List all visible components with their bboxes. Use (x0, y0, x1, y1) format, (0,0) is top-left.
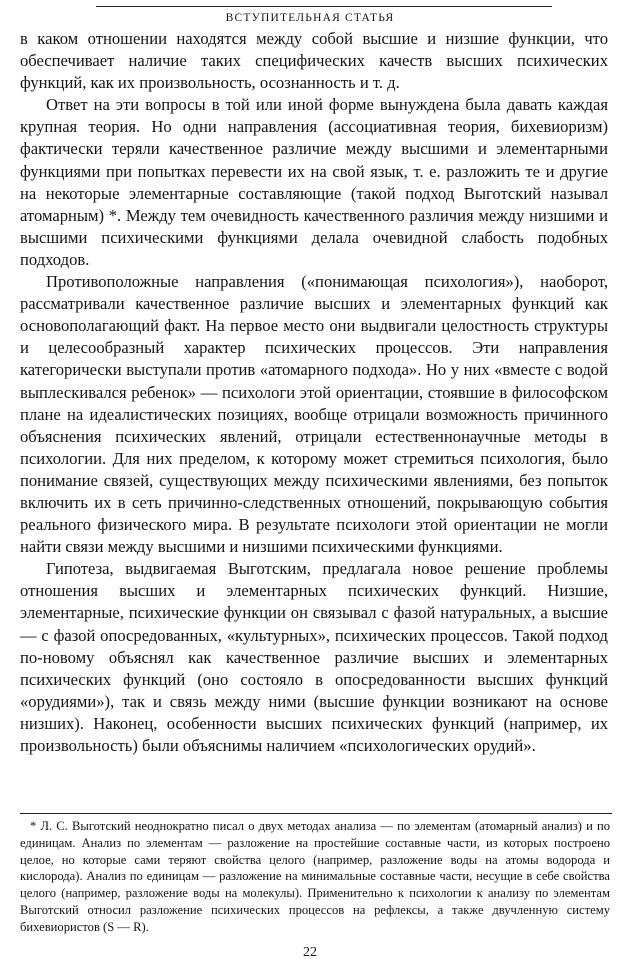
paragraph: в каком отношении находятся между собой высшие и низшие функции, что обеспечивает наличие таких специфических качеств высших психических функций, как их произвольность, осознанность и т. д. (20, 29, 608, 93)
paragraph: Ответ на эти вопросы в той или иной форме вынуждена была давать каждая крупная теория. Но одни направления (ассоциативная теория, бихевиоризм) фактически теряли качественное различие между высшими и элементарными функциями при попытках перевести их на свой язык, т. е. разложить те и другие на некоторые элементарные составляющие (такой подход Выготский называл атомарным) *. Между тем очевидность качественного различия между низшими и высшими психическими функциями делала очевидной слабость подобных подходов. (20, 95, 608, 269)
footnote-rule (20, 813, 612, 814)
main-text (20, 28, 608, 757)
footnote-text: * Л. С. Выготский неоднократно писал о двух методах анализа — по элементам (атомарный анализ) и по единицам. Анализ по элементам — разложение на простейшие составные части, из которых построено целое, но которые сами теряют свойства целого (например, разложение воды на атомы водорода и кислорода). Анализ по единицам — разложение на минимальные составные части, несущие в себе свойства целого (например, разложение воды на молекулы). Применительно к психологии к анализу по элементам Выготский относил разложение психических процессов на рефлексы, а также двучленную систему бихевиористов (S — R). (20, 819, 610, 934)
paragraph: Противоположные направления («понимающая психология»), наоборот, рассматривали качественное различие высших и элементарных функций как основополагающий факт. На первое место они выдвигали целостность структуры и целесообразный характер психических процессов. Эти направления категорически выступали против «атомарного подхода». Но у них «вместе с водой выплескивался ребенок» — психологи этой ориентации, стоявшие в философском плане на идеалистических позициях, вообще отрицали возможность причинного объяснения психических явлений, отрицали естественнонаучные методы в психологии. Для них пределом, к которому может стремиться психология, было понимание связей, существующих между психическими явлениями, без попыток включить их в сеть причинно-следственных отношений, покрывающую события реального физического мира. В результате психологи этой ориентации не могли найти связи между высшими и низшими психическими функциями. (20, 272, 608, 557)
header-rule (96, 6, 552, 7)
paragraph: Гипотеза, выдвигаемая Выготским, предлагала новое решение проблемы отношения высших и элементарных психических функций. Низшие, элементарные, психические функции он связывал с фазой натуральных, а высшие — с фазой опосредованных, «культурных», психических процессов. Такой подход по-новому объяснял как качественное различие высших и элементарных психических функций (оно состояло в опосредованности высших функций «орудиями»), так и связь между ними (высшие функции возникают на основе низших). Наконец, особенности высших психических функций (например, их произвольность) были объяснимы наличием «психологических орудий». (20, 559, 608, 755)
running-header: ВСТУПИТЕЛЬНАЯ СТАТЬЯ (225, 12, 395, 24)
footnote (20, 818, 610, 936)
page-number: 22 (303, 945, 317, 960)
